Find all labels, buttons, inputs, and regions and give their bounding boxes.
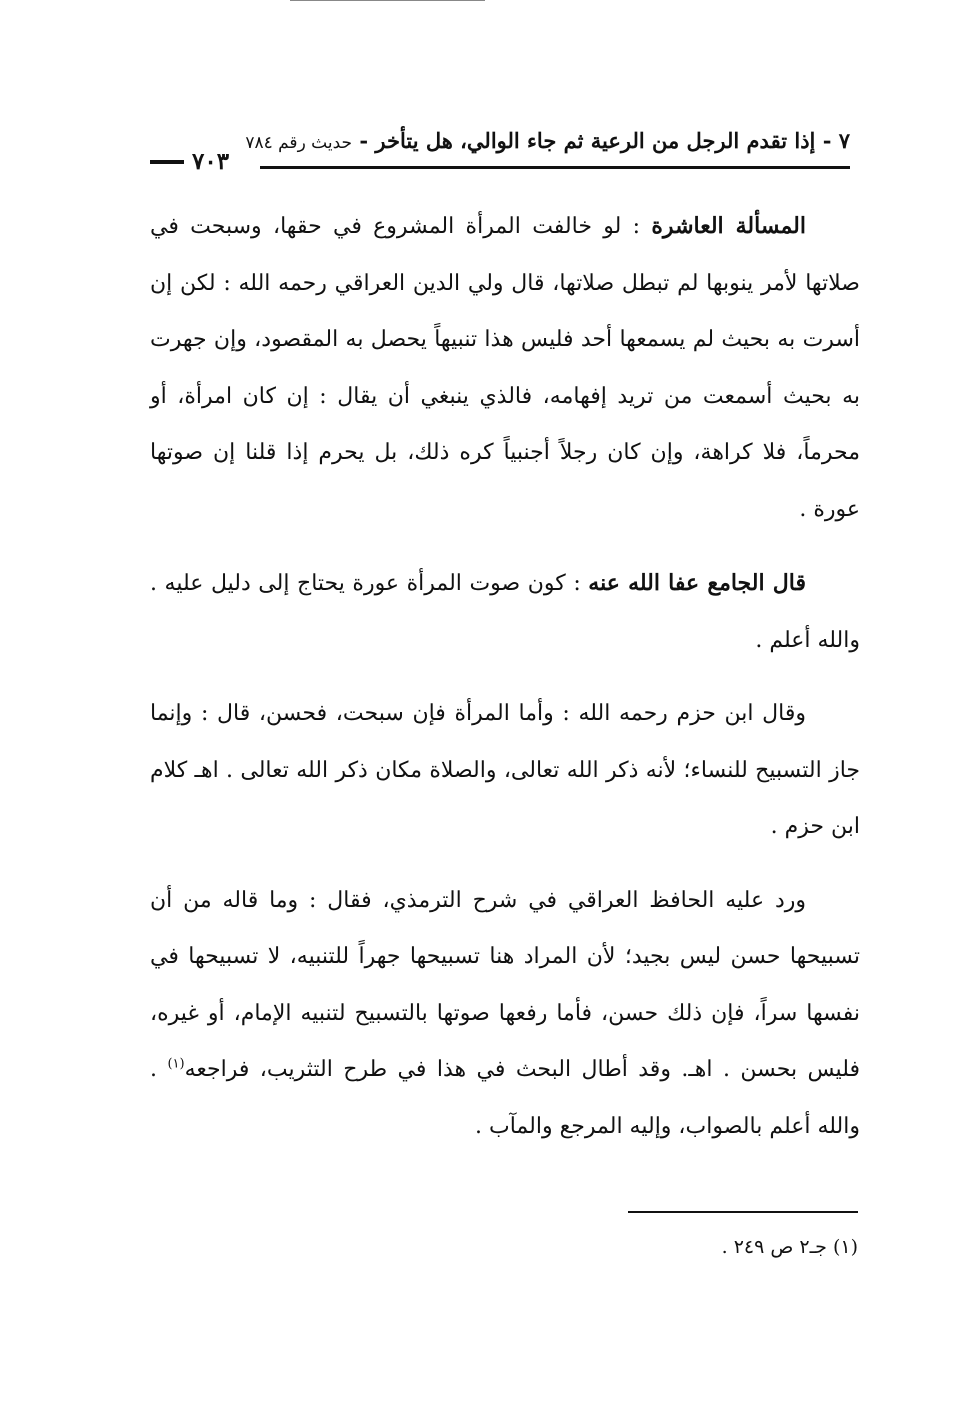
hadith-reference: حديث رقم ٧٨٤ [245,133,353,153]
running-header [150,128,850,180]
page-number: ٧٠٣ [192,148,230,175]
chapter-title: ٧ - إذا تقدم الرجل من الرعية ثم جاء الوالي، هل يتأخر - [352,128,850,153]
paragraph-tenth-issue [150,198,860,538]
paragraph-lead: المسألة العاشرة [651,213,806,239]
footnote: (١) جـ٢ ص ٢٤٩ . [721,1236,858,1258]
paragraph-ibn-hazm [150,686,860,856]
paragraph-iraqi-reply [150,873,860,1156]
page-number-dash [150,160,184,164]
paragraph-compiler-note [150,555,860,669]
paragraph-lead: قال الجامع عفا الله عنه [588,570,806,596]
header-rule [260,166,850,169]
paragraph-text: وقال ابن حزم رحمه الله : وأما المرأة فإن سبحت، فحسن، قال : وإنما جاز التسبيح للنساء؛ لأنه ذكر الله تعالى، والصلاة مكان ذكر الله تعالى . اهـ كلام ابن حزم . [150,701,860,839]
paragraph-text-end: . والله أعلم بالصواب، وإليه المرجع والمآب . [150,1057,860,1139]
top-edge-rule [290,0,485,1]
page-number-block [150,148,260,175]
paragraph-text: : لو خالفت المرأة المشروع في حقها، وسبحت في صلاتها لأمر ينوبها لم تبطل صلاتها، قال ولي الدين العراقي رحمه الله : لكن إن أسرت به بحيث لم يسمعها أحد فليس هذا تنبيهاً يحصل به المقصود، وإن جهرت به بحيث أسمعت من تريد إفهامه، فالذي ينبغي أن يقال : إن كان امرأة، أو محرماً، فلا كراهة، وإن كان رجلاً أجنبياً كره ذلك، بل يحرم إذا قلنا إن صوتها عورة . [150,214,860,522]
running-title [245,128,850,153]
footnote-marker[interactable]: (١) [167,1056,185,1072]
main-text [150,198,860,1172]
footnote-rule [628,1211,858,1213]
paragraph-text: ورد عليه الحافظ العراقي في شرح الترمذي، فقال : وما قاله من أن تسبيحها حسن ليس بجيد؛ لأن المراد هنا تسبيحها جهراً للتنبيه، لا تسبيحها في نفسها سراً، فإن ذلك حسن، فأما رفعها صوتها بالتسبيح لتنبيه الإمام، أو غيره، فليس بحسن . اهـ. وقد أطال البحث في هذا في طرح التثريب، فراجعه [150,887,860,1082]
paragraph-text: : كون صوت المرأة عورة يحتاج إلى دليل عليه . والله أعلم . [150,571,860,653]
